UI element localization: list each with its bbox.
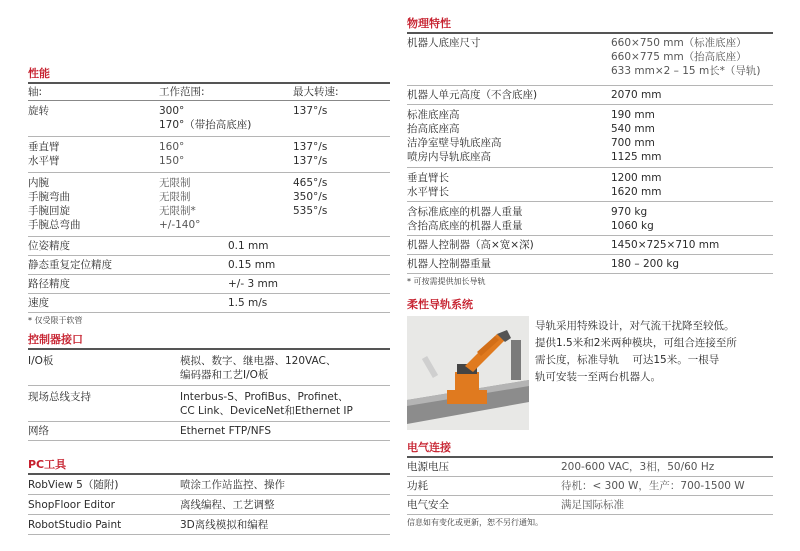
pc-tools-section [28, 458, 390, 535]
electrical-value: 待机：< 300 W，生产：700-1500 W [561, 480, 745, 492]
controller-value: 模拟、数字、继电器、120VAC、 编码器和工艺I/O板 [180, 355, 337, 381]
metric-row [28, 256, 390, 275]
physical-title: 物理特性 [407, 17, 773, 34]
rail-title: 柔性导轨系统 [407, 298, 473, 311]
physical-label: 含标准底座的机器人重量 含抬高底座的机器人重量 [407, 206, 523, 232]
physical-value: 970 kg 1060 kg [611, 206, 654, 232]
pc-tool-name: ShopFloor Editor [28, 498, 115, 511]
physical-row [407, 202, 773, 236]
electrical-label: 电气安全 [407, 499, 449, 511]
electrical-label: 功耗 [407, 480, 428, 492]
physical-row [407, 86, 773, 105]
physical-row [407, 168, 773, 202]
axis-header: 轴: [28, 86, 43, 98]
metric-row [28, 275, 390, 294]
robot-illustration [407, 316, 529, 430]
axis-name: 内腕 手腕弯曲 手腕回旋 手腕总弯曲 [28, 177, 81, 231]
pc-tool-name: RobView 5（随附) [28, 478, 119, 491]
axis-speed: 465°/s 350°/s 535°/s [293, 177, 328, 217]
metric-label: 位姿精度 [28, 240, 70, 252]
physical-label: 机器人控制器（高×宽×深) [407, 239, 534, 251]
metric-label: 速度 [28, 297, 49, 309]
physical-row [407, 34, 773, 86]
axis-row [28, 101, 390, 137]
controller-row [28, 422, 390, 441]
electrical-row [407, 458, 773, 477]
electrical-row [407, 496, 773, 515]
physical-label: 机器人控制器重量 [407, 258, 491, 270]
controller-row [28, 350, 390, 386]
metric-row [28, 294, 390, 313]
pc-tool-row [28, 515, 390, 535]
physical-label: 机器人底座尺寸 [407, 37, 481, 49]
pc-tool-desc: 喷涂工作站监控、操作 [180, 478, 285, 491]
metric-label: 路径精度 [28, 278, 70, 290]
range-header: 工作范围: [159, 86, 205, 98]
axis-range: 300° 170°（带抬高底座) [159, 105, 252, 131]
physical-value: 2070 mm [611, 89, 662, 101]
controller-row [28, 386, 390, 422]
axis-range: 160° 150° [159, 141, 185, 167]
axis-row [28, 173, 390, 237]
performance-header-row [28, 84, 390, 101]
controller-label: 网络 [28, 425, 49, 437]
robot-rail-image [407, 316, 529, 430]
pc-tools-title: PC工具 [28, 458, 390, 475]
performance-section [28, 67, 390, 326]
pc-tool-name: RobotStudio Paint [28, 518, 122, 531]
electrical-label: 电源电压 [407, 461, 449, 473]
physical-row [407, 105, 773, 168]
electrical-row [407, 477, 773, 496]
controller-value: Ethernet FTP/NFS [180, 425, 272, 437]
physical-value: 180 – 200 kg [611, 258, 680, 270]
axis-speed: 137°/s 137°/s [293, 141, 328, 167]
controller-label: 现场总线支持 [28, 391, 91, 403]
axis-row [28, 137, 390, 173]
physical-value: 1450×725×710 mm [611, 239, 720, 251]
electrical-title: 电气连接 [407, 441, 773, 458]
pc-tool-desc: 3D离线模拟和编程 [180, 518, 269, 531]
controller-section [28, 333, 390, 441]
controller-label: I/O板 [28, 355, 54, 367]
physical-section [407, 17, 773, 287]
metric-label: 静态重复定位精度 [28, 259, 112, 271]
physical-row [407, 236, 773, 255]
pc-tool-desc: 离线编程、工艺调整 [180, 498, 275, 511]
physical-footnote: * 可按需提供加长导轨 [407, 277, 486, 286]
performance-footnote: * 仅受限于软管 [28, 316, 83, 325]
electrical-value: 满足国际标准 [561, 499, 624, 511]
metric-row [28, 237, 390, 256]
physical-label: 标准底座高 抬高底座高 洁净室壁导轨底座高 喷房内导轨底座高 [407, 109, 502, 163]
axis-range: 无限制 无限制 无限制* +/-140° [159, 177, 201, 231]
axis-name: 旋转 [28, 105, 49, 117]
axis-name: 垂直臂 水平臂 [28, 141, 60, 167]
physical-label: 机器人单元高度（不含底座) [407, 89, 538, 101]
controller-value: Interbus-S、ProfiBus、Profinet、 CC Link、DeviceNet和Ethernet IP [180, 391, 353, 417]
rail-section [407, 298, 777, 312]
pc-tool-row [28, 475, 390, 495]
controller-title: 控制器接口 [28, 333, 390, 350]
metric-value: 0.1 mm [228, 240, 269, 252]
metric-value: 1.5 m/s [228, 297, 268, 309]
electrical-section [407, 441, 773, 528]
physical-value: 190 mm 540 mm 700 mm 1125 mm [611, 109, 662, 163]
physical-value: 660×750 mm（标准底座） 660×775 mm（抬高底座） 633 mm×2 – 15 m长*（导轨) [611, 37, 761, 77]
physical-value: 1200 mm 1620 mm [611, 172, 662, 198]
axis-speed: 137°/s [293, 105, 328, 117]
pc-tool-row [28, 495, 390, 515]
physical-row [407, 255, 773, 274]
electrical-footnote: 信息如有变化或更新，恕不另行通知。 [407, 518, 543, 527]
physical-label: 垂直臂长 水平臂长 [407, 172, 449, 198]
speed-header: 最大转速: [293, 86, 339, 98]
metric-value: 0.15 mm [228, 259, 276, 271]
metric-value: +/- 3 mm [228, 278, 278, 290]
electrical-value: 200-600 VAC，3相，50/60 Hz [561, 461, 715, 473]
rail-description: 导轨采用特殊设计，对气流干扰降至较低。 提供1.5米和2米两种模块，可组合连接至所 需长度，标准导轨 可达15米。一根导 轨可安装一至两台机器人。 [535, 320, 737, 383]
performance-title: 性能 [28, 67, 390, 84]
